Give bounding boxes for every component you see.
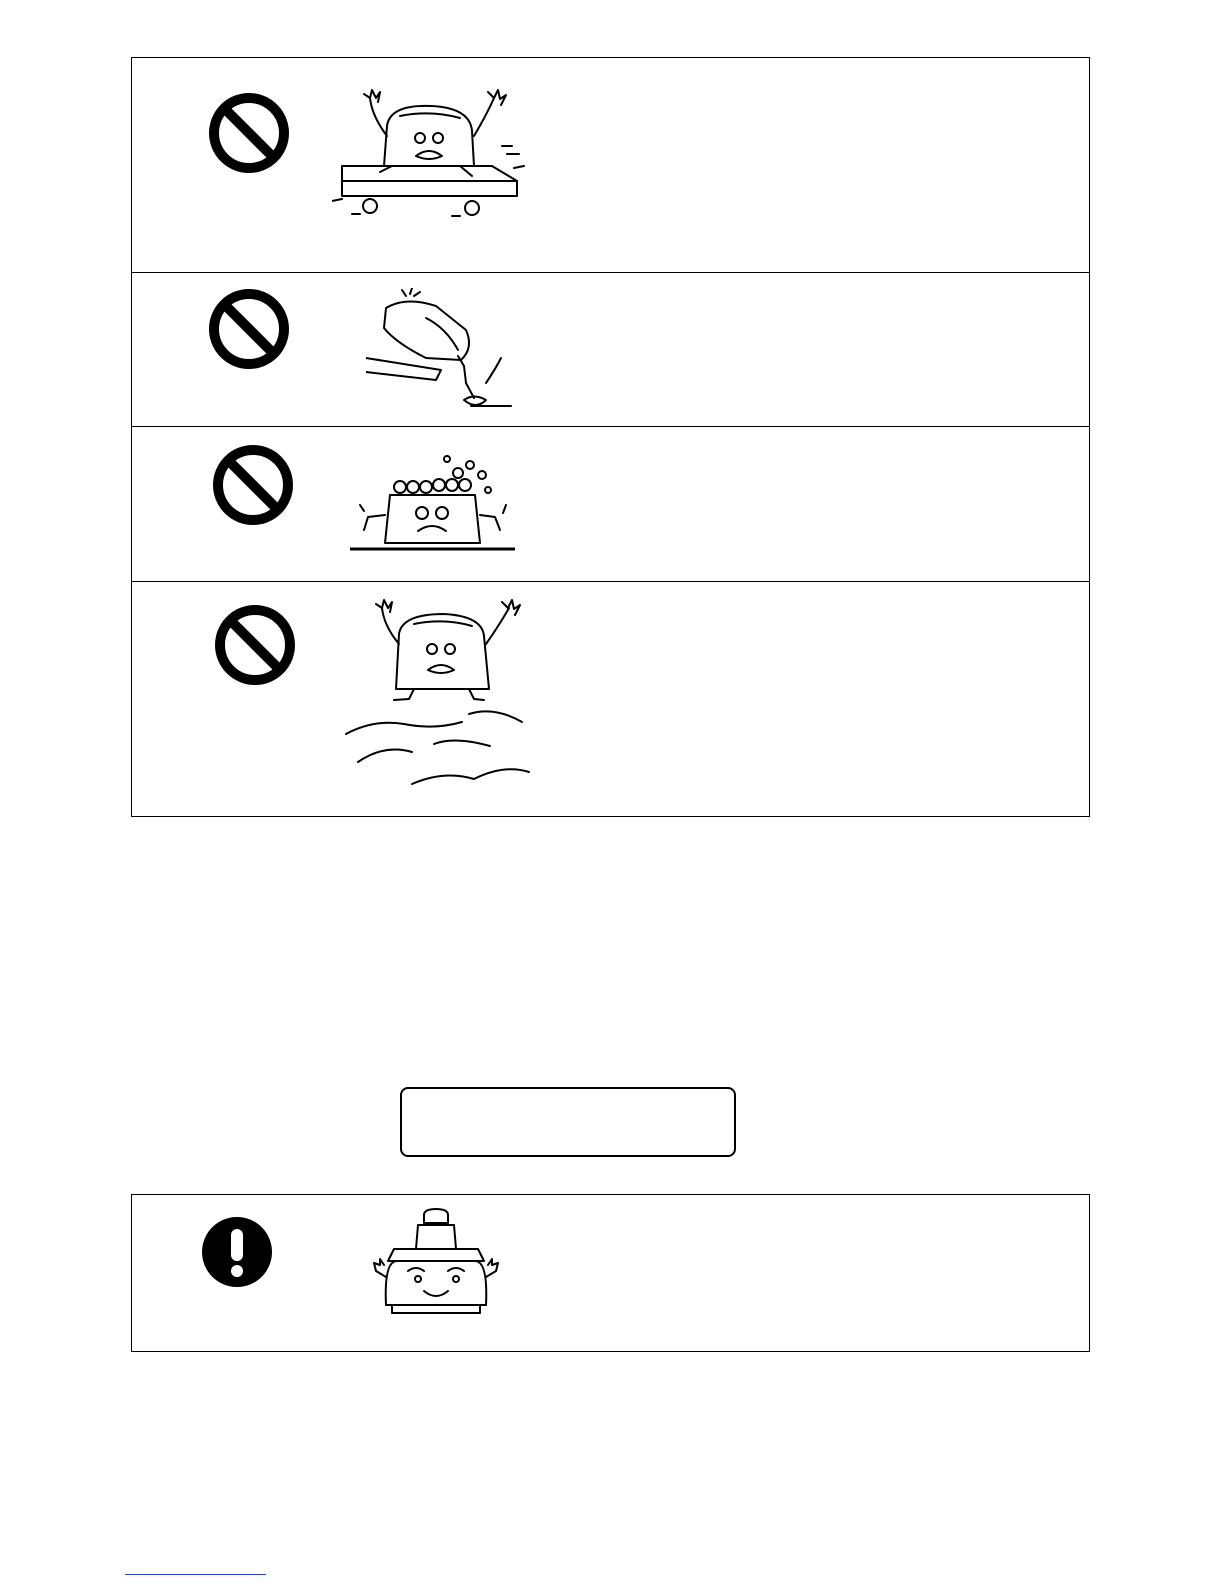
exclamation-icon xyxy=(200,1215,274,1289)
prohibition-icon xyxy=(210,442,296,528)
scale-above-water-icon xyxy=(344,594,534,799)
warning-table xyxy=(131,57,1090,817)
scale-falling-tripped-cord-icon xyxy=(366,288,516,418)
prohibition-icon xyxy=(206,90,292,176)
scale-on-wobbly-cart-icon xyxy=(332,86,532,221)
scale-with-weight-happy-icon xyxy=(372,1207,502,1319)
prohibition-icon xyxy=(212,602,298,688)
prohibition-icon xyxy=(206,286,292,372)
section-label-box xyxy=(400,1087,736,1157)
warning-row xyxy=(132,582,1089,818)
notice-table xyxy=(131,1194,1090,1352)
footer-link[interactable] xyxy=(125,1574,266,1575)
scale-overloaded-debris-icon xyxy=(350,455,515,553)
warning-row xyxy=(132,427,1089,582)
warning-row xyxy=(132,273,1089,427)
warning-row xyxy=(132,58,1089,273)
